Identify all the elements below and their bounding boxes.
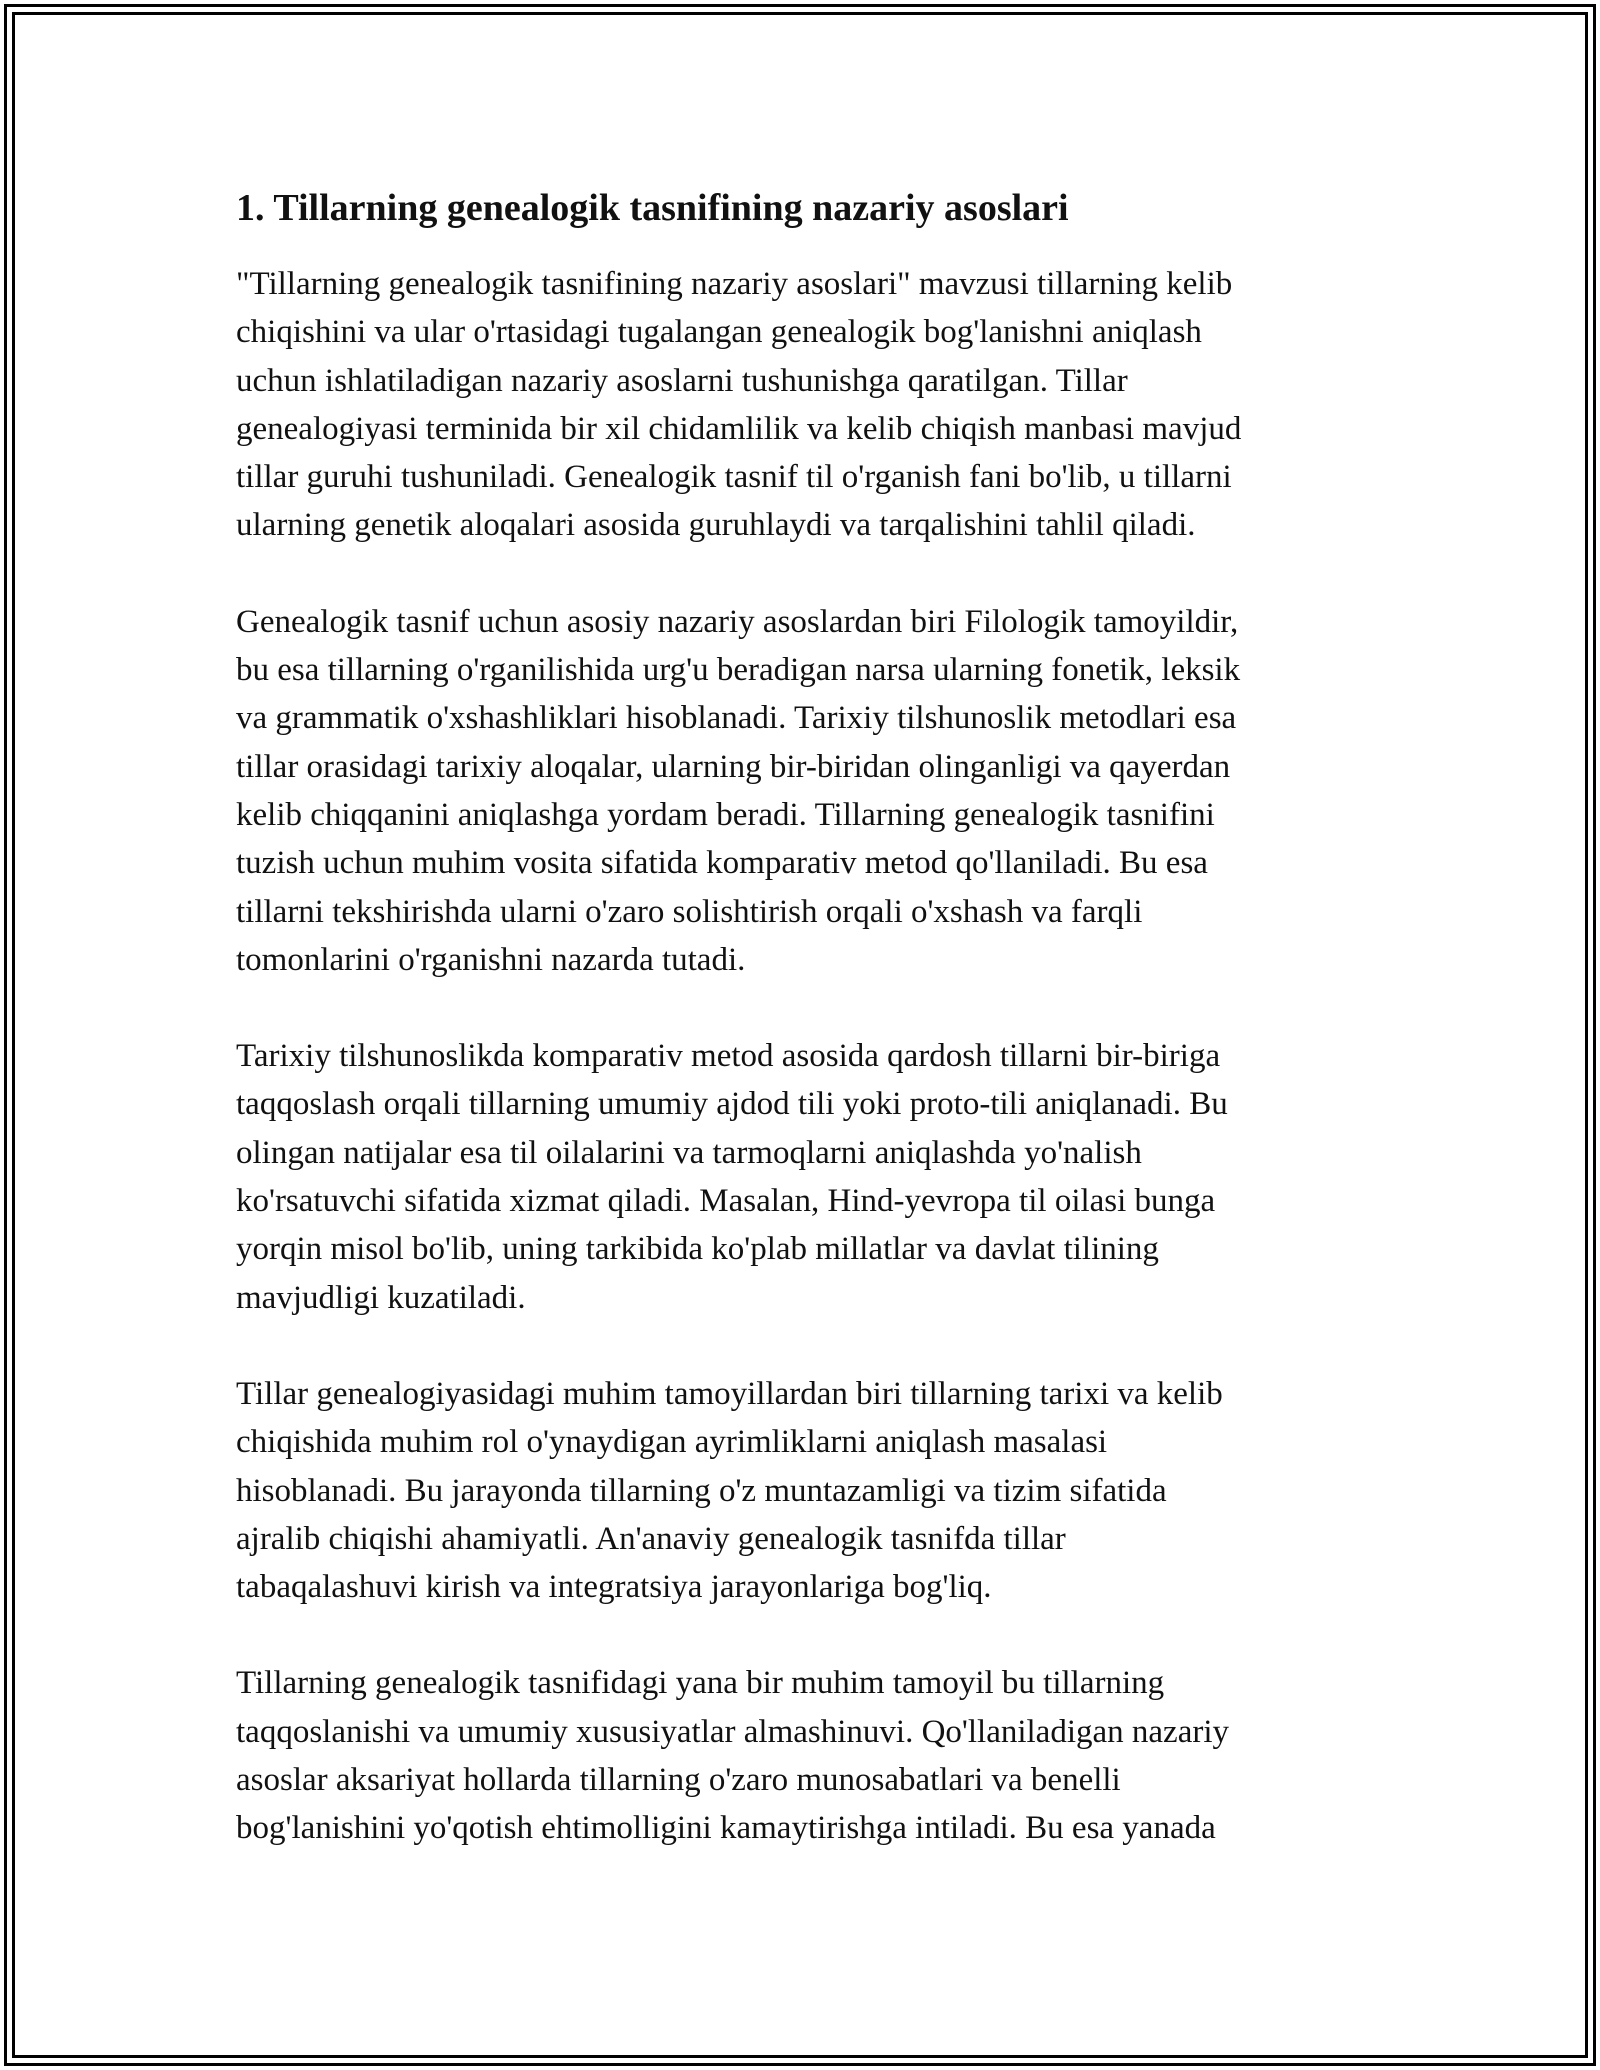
paragraph-line: taqqoslash orqali tillarning umumiy ajdod tili yoki proto-tili aniqlanadi. Bu <box>236 1086 1228 1123</box>
paragraph-line: mavjudligi kuzatiladi. <box>236 1279 526 1316</box>
paragraph <box>236 1659 1364 1852</box>
paragraph-line: kelib chiqqanini aniqlashga yordam beradi. Tillarning genealogik tasnifini <box>236 796 1215 833</box>
paragraph-line: ularning genetik aloqalari asosida guruhlaydi va tarqalishini tahlil qiladi. <box>236 507 1196 544</box>
paragraph-line: genealogiyasi terminida bir xil chidamlilik va kelib chiqish manbasi mavjud <box>236 410 1242 447</box>
paragraph-line: tuzish uchun muhim vosita sifatida komparativ metod qo'llaniladi. Bu esa <box>236 845 1208 882</box>
paragraph-line: Tillarning genealogik tasnifidagi yana bir muhim tamoyil bu tillarning <box>236 1665 1165 1702</box>
paragraph-line: uchun ishlatiladigan nazariy asoslarni tushunishga qaratilgan. Tillar <box>236 362 1128 399</box>
paragraph-line: chiqishini va ular o'rtasidagi tugalangan genealogik bog'lanishni aniqlash <box>236 314 1202 351</box>
paragraph-list <box>236 260 1364 1853</box>
paragraph-line: ajralib chiqishi ahamiyatli. An'anaviy genealogik tasnifda tillar <box>236 1520 1066 1557</box>
paragraph-line: tomonlarini o'rganishni nazarda tutadi. <box>236 941 746 978</box>
paragraph-line: tillar orasidagi tarixiy aloqalar, ularning bir-biridan olinganligi va qayerdan <box>236 748 1231 785</box>
paragraph-line: "Tillarning genealogik tasnifining nazariy asoslari" mavzusi tillarning kelib <box>236 266 1233 302</box>
paragraph-line: Genealogik tasnif uchun asosiy nazariy asoslardan biri Filologik tamoyildir, <box>236 603 1239 640</box>
paragraph-line: yorqin misol bo'lib, uning tarkibida ko'plab millatlar va davlat tilining <box>236 1231 1159 1268</box>
paragraph-line: asoslar aksariyat hollarda tillarning o'zaro munosabatlari va benelli <box>236 1762 1121 1799</box>
paragraph <box>236 598 1364 984</box>
paragraph-line: va grammatik o'xshashliklari hisoblanadi. Tarixiy tilshunoslik metodlari esa <box>236 700 1237 737</box>
document-body <box>236 186 1364 1901</box>
paragraph-line: bu esa tillarning o'rganilishida urg'u beradigan narsa ularning fonetik, leksik <box>236 652 1241 689</box>
paragraph <box>236 260 1364 550</box>
paragraph-line: Tarixiy tilshunoslikda komparativ metod asosida qardosh tillarni bir-biriga <box>236 1038 1221 1075</box>
paragraph-line: tillar guruhi tushuniladi. Genealogik tasnif til o'rganish fani bo'lib, u tillarni <box>236 459 1232 496</box>
paragraph-line: taqqoslanishi va umumiy xususiyatlar almashinuvi. Qo'llaniladigan nazariy <box>236 1713 1229 1750</box>
paragraph-line: hisoblanadi. Bu jarayonda tillarning o'z muntazamligi va tizim sifatida <box>236 1472 1167 1509</box>
paragraph <box>236 1370 1364 1611</box>
paragraph-line: bog'lanishini yo'qotish ehtimolligini kamaytirishga intiladi. Bu esa yanada <box>236 1810 1216 1847</box>
page-heading: 1. Tillarning genealogik tasnifining nazariy asoslari <box>236 187 1069 229</box>
paragraph-line: chiqishida muhim rol o'ynaydigan ayrimliklarni aniqlash masalasi <box>236 1424 1108 1461</box>
paragraph <box>236 1032 1364 1322</box>
paragraph-line: tabaqalashuvi kirish va integratsiya jarayonlariga bog'liq. <box>236 1569 992 1606</box>
paragraph-line: Tillar genealogiyasidagi muhim tamoyillardan biri tillarning tarixi va kelib <box>236 1375 1223 1412</box>
paragraph-line: ko'rsatuvchi sifatida xizmat qiladi. Masalan, Hind-yevropa til oilasi bunga <box>236 1183 1216 1220</box>
paragraph-line: tillarni tekshirishda ularni o'zaro solishtirish orqali o'xshash va farqli <box>236 893 1143 930</box>
paragraph-line: olingan natijalar esa til oilalarini va tarmoqlarni aniqlashda yo'nalish <box>236 1134 1142 1171</box>
